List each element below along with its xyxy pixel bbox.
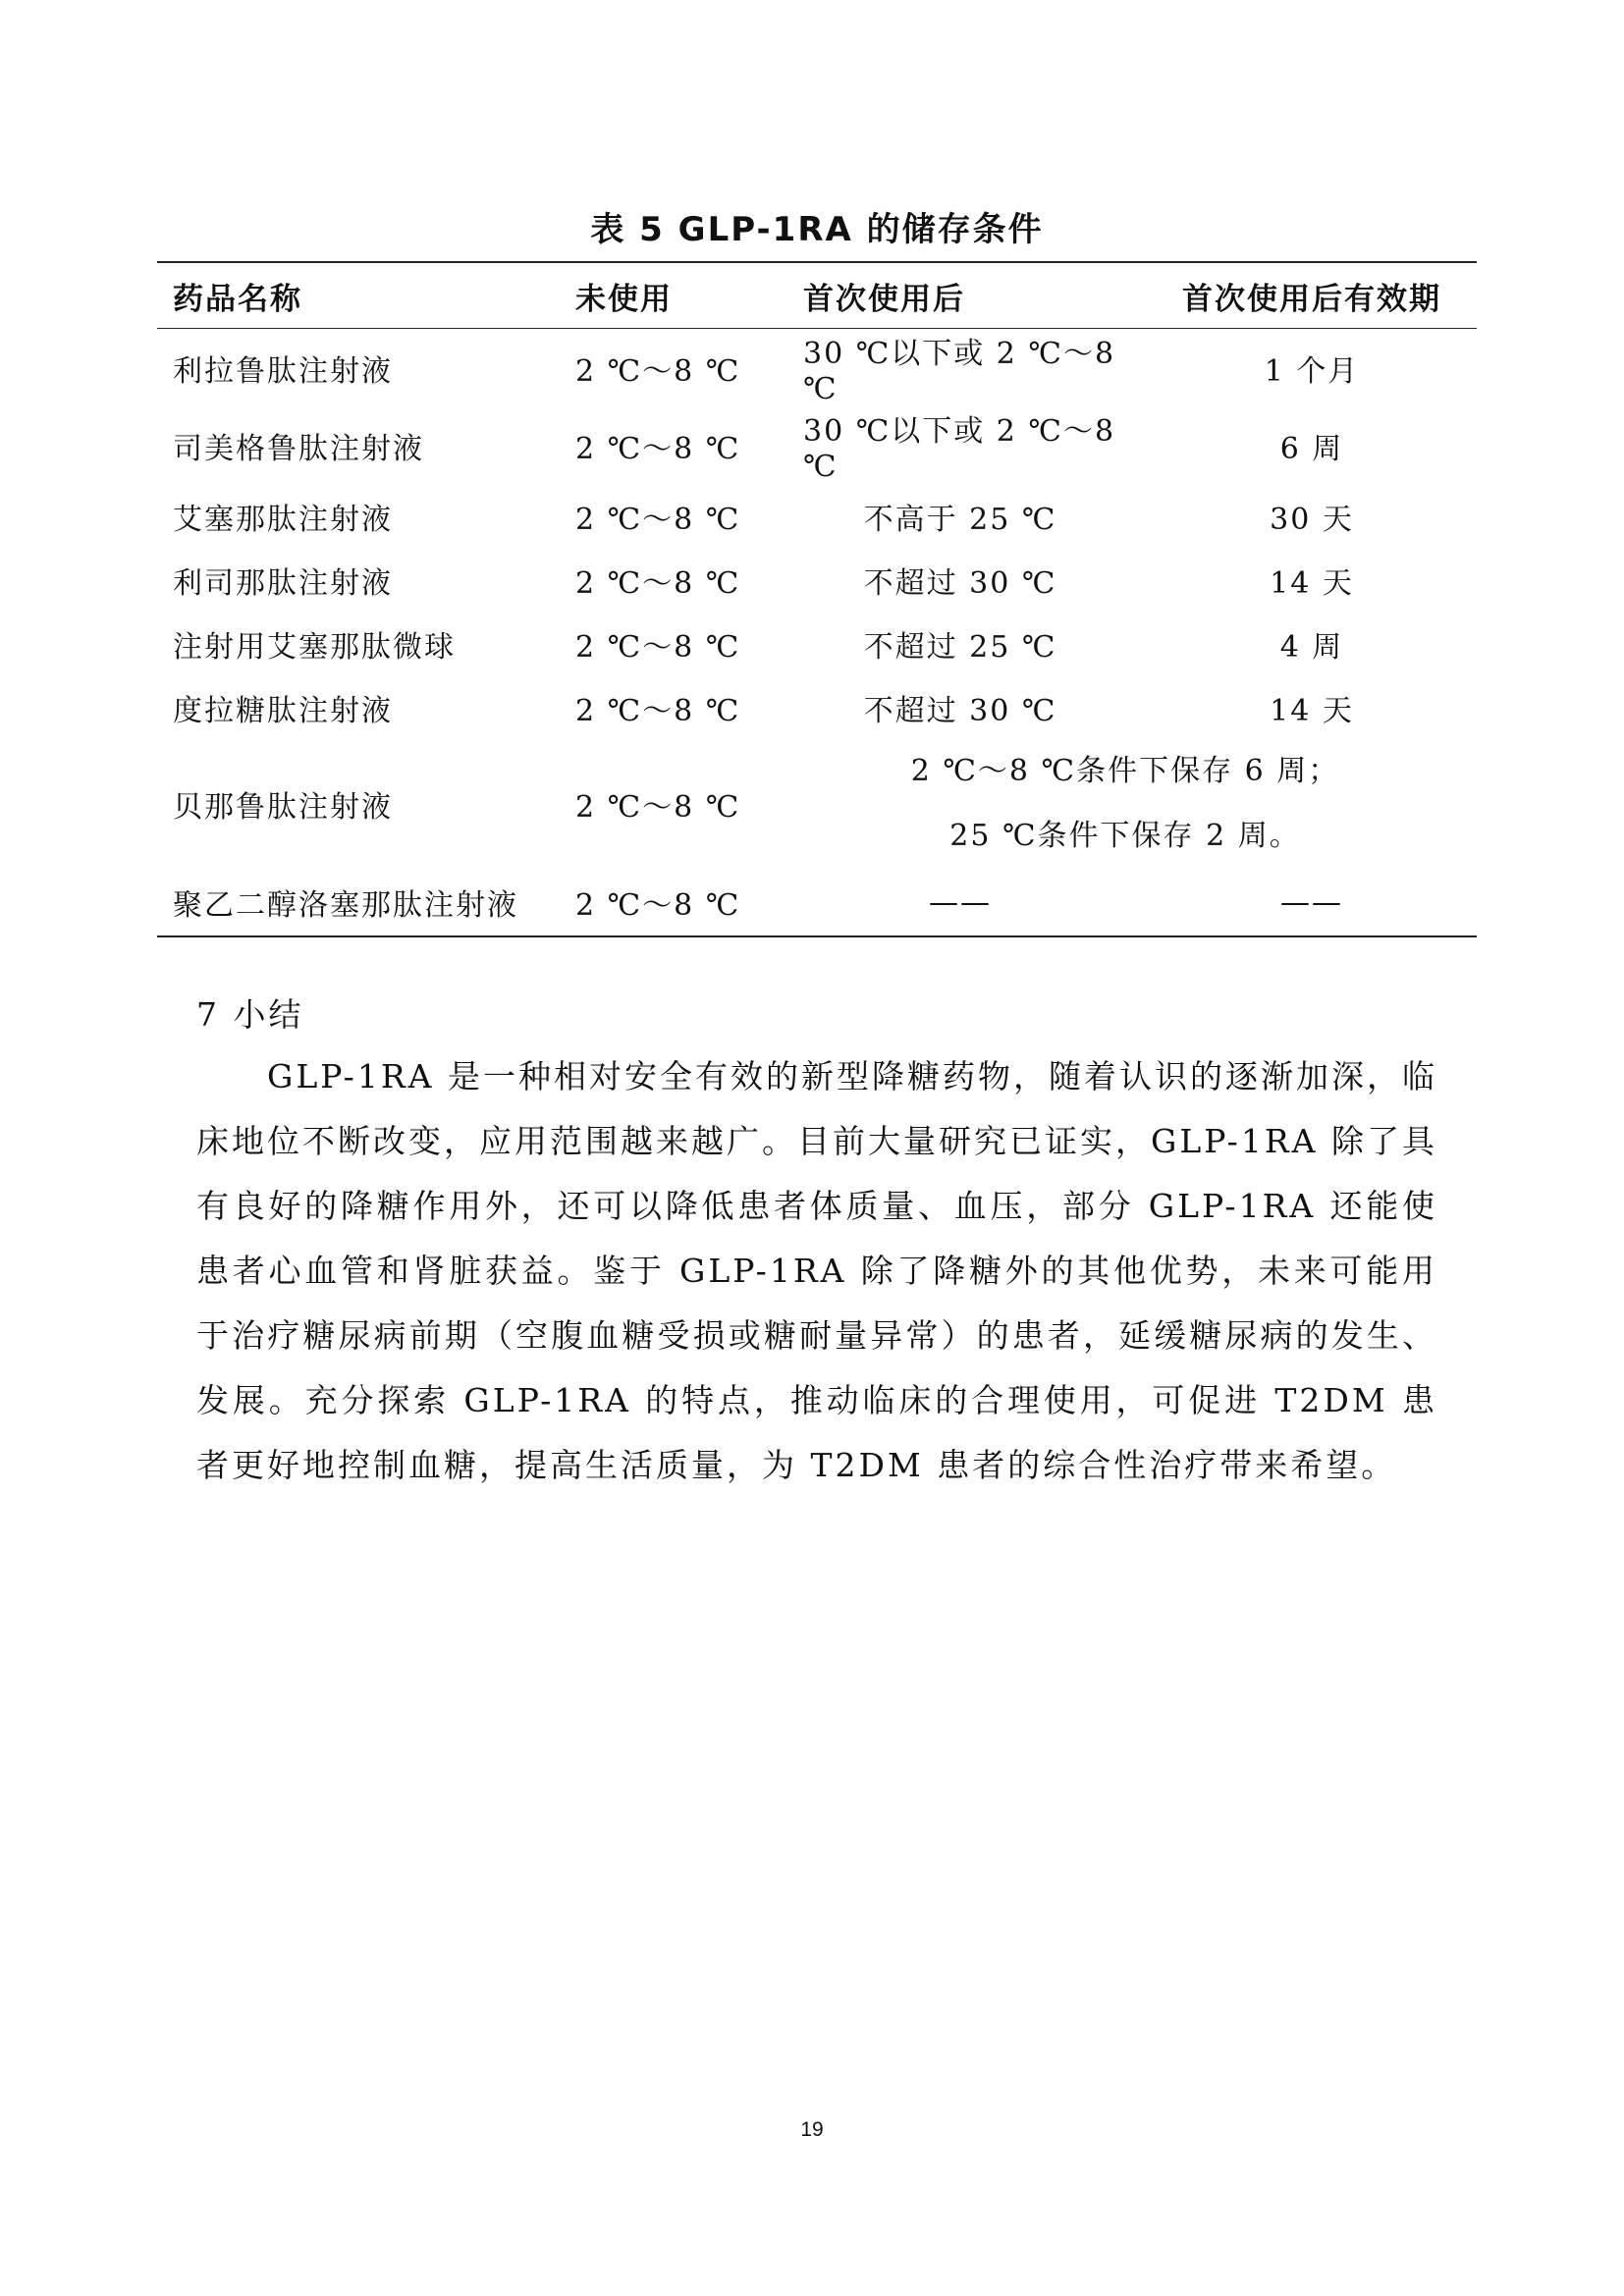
storage-line-1: 2 ℃～8 ℃条件下保存 6 周；: [910, 754, 1340, 788]
summary-paragraph: GLP-1RA 是一种相对安全有效的新型降糖药物，随着认识的逐渐加深，临床地位不断改变，应用范围越来越广。目前大量研究已证实，GLP-1RA 除了具有良好的降糖作用外，还可以降低患者体质量、血压，部分 GLP-1RA 还能使患者心血管和肾脏获益。鉴于 GLP-1RA 除了降糖外的其他优势，未来可能用于治疗糖尿病前期（空腹血糖受损或糖耐量异常）的患者，延缓糖尿病的发生、发展。充分探索 GLP-1RA 的特点，推动临床的合理使用，可促进 T2DM 患者更好地控制血糖，提高生活质量，为 T2DM 患者的综合性治疗带来希望。: [196, 1057, 1437, 1484]
cell-drug-name: 聚乙二醇洛塞那肽注射液: [157, 869, 552, 936]
header-validity: 首次使用后有效期: [1147, 262, 1477, 329]
cell-validity: 14 天: [1270, 693, 1354, 728]
cell-after-first-use: 不超过 25 ℃: [863, 629, 1057, 665]
cell-drug-name: 司美格鲁肽注射液: [173, 431, 424, 466]
table-row: [157, 612, 1477, 675]
cell-after-first-use: 不超过 30 ℃: [863, 565, 1057, 601]
storage-line-2: 25 ℃条件下保存 2 周。: [949, 819, 1301, 853]
cell-validity: ——: [1147, 869, 1477, 936]
table-row-merged: [157, 739, 1477, 869]
table-row: [157, 869, 1477, 936]
cell-drug-name: 利拉鲁肽注射液: [173, 353, 393, 389]
table-title: 表 5 GLP-1RA 的储存条件: [590, 210, 1044, 249]
table-row: [157, 406, 1477, 484]
cell-unused: 2 ℃～8 ℃: [552, 869, 774, 936]
storage-conditions-table: [157, 261, 1477, 937]
cell-validity: 4 周: [1279, 629, 1344, 665]
table-header-row: [157, 262, 1477, 329]
cell-unused: 2 ℃～8 ℃: [575, 431, 741, 466]
cell-drug-name: 利司那肽注射液: [173, 565, 393, 601]
cell-drug-name: 注射用艾塞那肽微球: [173, 629, 456, 665]
table-row: [157, 329, 1477, 407]
cell-after-first-use: ——: [774, 869, 1147, 936]
cell-validity: 30 天: [1270, 502, 1354, 537]
cell-validity: 6 周: [1279, 431, 1344, 466]
header-after-first-use: 首次使用后: [774, 262, 1147, 329]
cell-unused: 2 ℃～8 ℃: [575, 353, 741, 389]
cell-drug-name: 度拉糖肽注射液: [173, 693, 393, 728]
cell-validity: 1 个月: [1264, 353, 1360, 389]
cell-after-first-use: 30 ℃以下或 2 ℃～8 ℃: [803, 414, 1116, 484]
table-row: [157, 675, 1477, 739]
table-row: [157, 548, 1477, 612]
header-drug-name: 药品名称: [157, 262, 552, 329]
table-row: [157, 484, 1477, 548]
cell-merged-storage: [774, 739, 1477, 869]
cell-unused: 2 ℃～8 ℃: [575, 565, 741, 601]
cell-validity: 14 天: [1270, 565, 1354, 601]
cell-unused: 2 ℃～8 ℃: [575, 790, 741, 825]
cell-unused: 2 ℃～8 ℃: [575, 502, 741, 537]
header-unused: 未使用: [552, 262, 774, 329]
cell-unused: 2 ℃～8 ℃: [575, 629, 741, 665]
page-number: 19: [800, 2118, 824, 2141]
cell-unused: 2 ℃～8 ℃: [575, 693, 741, 728]
section-heading: 7 小结: [196, 995, 304, 1034]
cell-after-first-use: 不高于 25 ℃: [863, 502, 1057, 537]
cell-after-first-use: 30 ℃以下或 2 ℃～8 ℃: [803, 337, 1116, 406]
cell-after-first-use: 不超过 30 ℃: [863, 693, 1057, 728]
cell-drug-name: 艾塞那肽注射液: [173, 502, 393, 537]
cell-drug-name: 贝那鲁肽注射液: [173, 790, 393, 825]
